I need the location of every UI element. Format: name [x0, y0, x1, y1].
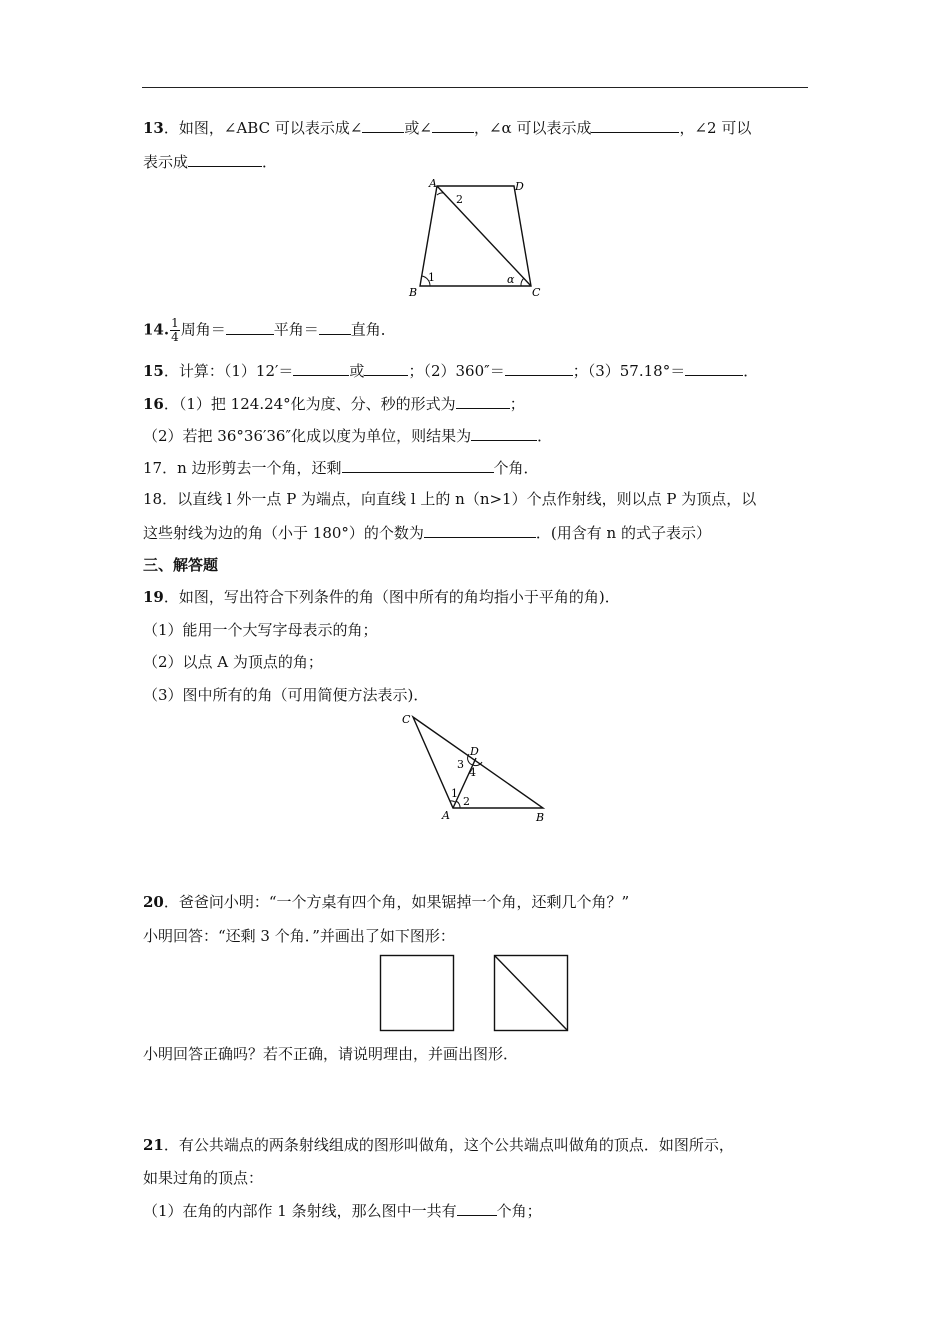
q19-sub-1: （1）能用一个大写字母表示的角； — [143, 621, 378, 639]
question-14 — [143, 317, 396, 344]
answer-blank[interactable] — [505, 360, 573, 376]
squares-figure — [378, 953, 572, 1033]
question-17 — [143, 457, 539, 478]
q16-text-4: ． — [537, 427, 553, 445]
square-whole — [381, 956, 454, 1031]
angle-label-1: 1 — [451, 787, 458, 800]
q18-text-3: ．(用含有 n 的式子表示） — [535, 524, 711, 542]
point-label-d: D — [470, 745, 479, 758]
question-20 — [143, 892, 629, 912]
answer-blank[interactable] — [319, 319, 351, 335]
angle-alpha-arc — [521, 278, 524, 286]
question-16-line2 — [143, 425, 552, 446]
answer-blank[interactable] — [226, 319, 274, 335]
answer-blank[interactable] — [188, 151, 262, 167]
question-18-line1 — [143, 489, 756, 509]
q17-text-2: 个角． — [493, 459, 539, 477]
point-label-c: C — [402, 713, 411, 726]
q18-text-2: 这些射线为边的角（小于 180°）的个数为 — [143, 524, 424, 542]
q13-text-1: ．如图，∠ABC 可以表示成∠ — [163, 119, 363, 137]
q14-text-1: 周角＝ — [180, 320, 226, 339]
triangle-abc — [413, 717, 543, 808]
q19-sub-3: （3）图中所有的角（可用简便方法表示)． — [143, 686, 429, 704]
answer-blank[interactable] — [342, 457, 494, 473]
question-19-number: 19 — [143, 588, 164, 606]
question-15 — [143, 360, 758, 381]
header-rule — [142, 87, 808, 88]
question-19 — [143, 587, 620, 607]
question-14-number: 14. — [143, 320, 170, 339]
fraction-one-quarter — [170, 317, 180, 344]
point-label-d: D — [515, 180, 524, 193]
answer-blank[interactable] — [456, 393, 510, 409]
angle-2-arc — [456, 801, 460, 808]
q13-text-4: ，∠2 可以 — [679, 119, 752, 137]
answer-blank[interactable] — [424, 522, 536, 538]
trapezoid-figure — [400, 175, 550, 300]
answer-blank[interactable] — [591, 117, 679, 133]
q18-text-1: 18．以直线 l 外一点 P 为端点，向直线 l 上的 n（n>1）个点作射线，则以点 P 为顶点，以 — [143, 490, 757, 508]
question-13-line1 — [143, 117, 751, 138]
point-label-b: B — [409, 286, 418, 299]
q20-text-3: 小明回答正确吗？若不正确，请说明理由，并画出图形． — [143, 1045, 519, 1063]
answer-blank[interactable] — [432, 117, 474, 133]
q21-text-3: （1）在角的内部作 1 条射线，那么图中一共有 — [143, 1202, 457, 1220]
q19-sub-2: （2）以点 A 为顶点的角； — [143, 653, 323, 671]
q16-text-1: ．（1）把 124.24°化为度、分、秒的形式为 — [163, 395, 456, 413]
q13-text-2: 或∠ — [404, 119, 432, 137]
answer-blank[interactable] — [362, 117, 404, 133]
question-21-line3 — [143, 1200, 542, 1221]
q15-text-1: ．计算：（1）12′＝ — [163, 362, 294, 380]
question-13-line2 — [143, 151, 277, 172]
answer-blank[interactable] — [364, 360, 408, 376]
question-16-line1 — [143, 393, 525, 414]
q21-text-4: 个角； — [496, 1202, 542, 1220]
fraction-numerator: 1 — [171, 316, 179, 330]
q14-text-3: 直角． — [350, 320, 396, 339]
angle-label-3: 3 — [457, 758, 464, 771]
question-16-number: 16 — [143, 395, 164, 413]
q21-text-2: 如果过角的顶点： — [143, 1169, 264, 1187]
trapezoid-shape — [420, 186, 531, 286]
point-label-b: B — [536, 811, 545, 824]
angle-label-1: 1 — [428, 271, 435, 284]
q15-text-2: 或 — [349, 362, 365, 380]
q16-text-3: （2）若把 36°36′36″化成以度为单位，则结果为 — [143, 427, 472, 445]
q21-text-1: ．有公共端点的两条射线组成的图形叫做角，这个公共端点叫做角的顶点．如图所示， — [163, 1136, 734, 1154]
angle-label-2: 2 — [456, 193, 463, 206]
point-label-a: A — [442, 809, 450, 822]
answer-blank[interactable] — [457, 1200, 497, 1216]
q15-text-4: ；（3）57.18°＝ — [572, 362, 686, 380]
section-heading: 三、解答题 — [143, 556, 219, 574]
point-label-c: C — [532, 286, 541, 299]
q13-text-3: ，∠α 可以表示成 — [473, 119, 592, 137]
q19-text-1: ．如图，写出符合下列条件的角（图中所有的角均指小于平角的角)． — [163, 588, 620, 606]
question-21-number: 21 — [143, 1136, 164, 1154]
fraction-denominator: 4 — [171, 330, 179, 344]
point-label-a: A — [429, 177, 437, 190]
q17-text-1: 17．n 边形剪去一个角，还剩 — [143, 459, 342, 477]
question-18-line2 — [143, 522, 711, 543]
square-diagonal — [495, 956, 568, 1031]
answer-blank[interactable] — [685, 360, 743, 376]
q13-text-5: 表示成 — [143, 153, 189, 171]
answer-blank[interactable] — [293, 360, 349, 376]
angle-label-2: 2 — [463, 795, 470, 808]
angle-label-alpha: α — [507, 273, 515, 286]
answer-blank[interactable] — [471, 425, 537, 441]
question-20-number: 20 — [143, 893, 164, 911]
angle-label-4: 4 — [469, 766, 476, 779]
q20-text-1: ．爸爸问小明：“一个方桌有四个角，如果锯掉一个角，还剩几个角？” — [163, 893, 630, 911]
question-15-number: 15 — [143, 362, 164, 380]
q15-text-3: ；（2）360″＝ — [408, 362, 505, 380]
q14-text-2: 平角＝ — [273, 320, 319, 339]
q20-text-2: 小明回答：“还剩 3 个角．”并画出了如下图形： — [143, 927, 455, 945]
q16-text-2: ； — [509, 395, 525, 413]
angle-2-arc — [437, 193, 444, 195]
question-21-line1 — [143, 1135, 734, 1155]
q13-text-6: ． — [262, 153, 278, 171]
q15-text-5: ． — [743, 362, 759, 380]
question-13-number: 13 — [143, 119, 164, 137]
triangle-figure — [395, 708, 555, 828]
